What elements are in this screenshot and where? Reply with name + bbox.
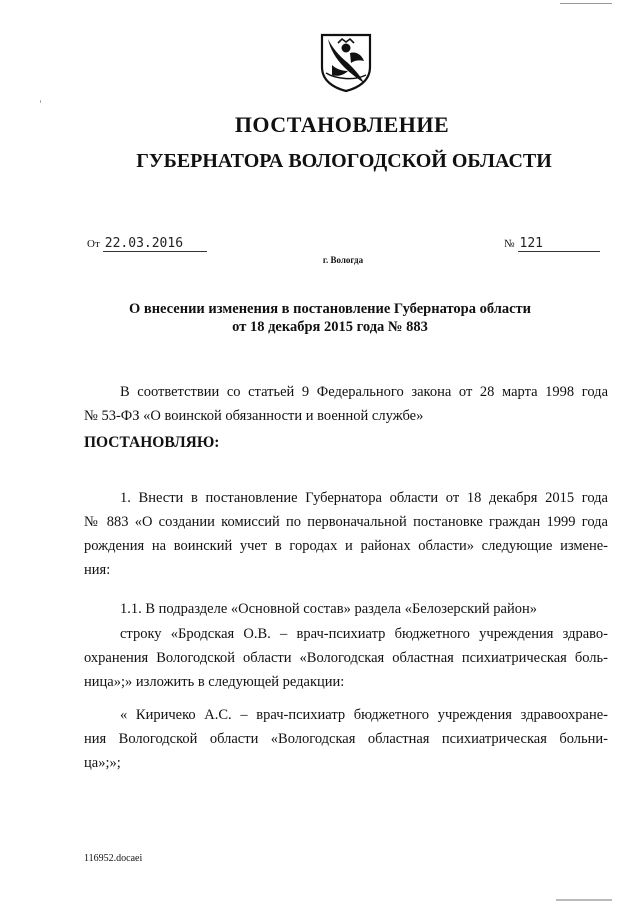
- paragraph-line: В соответствии со статьей 9 Федерального закона от 28 марта 1998 года: [120, 384, 608, 400]
- paragraph-new-line: [84, 703, 608, 775]
- number-prefix: №: [504, 238, 515, 250]
- document-issuer: ГУБЕРНАТОРА ВОЛОГОДСКОЙ ОБЛАСТИ: [136, 150, 552, 172]
- paragraph-line: « Киричеко А.С. – врач-психиатр бюджетного учреждения здравоохране-: [120, 707, 608, 723]
- date-field: [87, 236, 207, 252]
- paragraph-line: рождения на воинский учет в городах и районах области» следующие измене-: [84, 538, 608, 554]
- paragraph-line: № 53-ФЗ «О воинской обязанности и военной службе»: [84, 408, 424, 424]
- date-value: 22.03.2016: [103, 236, 207, 252]
- paragraph-line: охранения Вологодской области «Вологодская областная психиатрическая боль-: [84, 650, 608, 666]
- paragraph-line: 1.1. В подразделе «Основной состав» раздела «Белозерский район»: [120, 601, 537, 617]
- paragraph-line: ния Вологодской области «Вологодская областная психиатрическая больни-: [84, 731, 608, 747]
- city-label: г. Вологда: [322, 255, 364, 265]
- paragraph-item-1-1: [84, 597, 608, 621]
- paragraph-line: № 883 «О создании комиссий по первоначальной постановке граждан 1999 года: [84, 514, 608, 530]
- document-code: 116952.docaei: [84, 853, 143, 864]
- paragraph-item-1: [84, 486, 608, 582]
- scan-artifact-bottom: [556, 899, 612, 901]
- paragraph-line: 1. Внести в постановление Губернатора области от 18 декабря 2015 года: [120, 490, 608, 506]
- subject-line-2: от 18 декабря 2015 года № 883: [232, 319, 428, 335]
- date-prefix: От: [87, 238, 100, 250]
- subject-line-1: О внесении изменения в постановление Губернатора области: [128, 301, 532, 317]
- paragraph-line: ница»;» изложить в следующей редакции:: [84, 674, 345, 690]
- resolve-heading: ПОСТАНОВЛЯЮ:: [84, 434, 220, 451]
- paragraph-basis: [84, 380, 608, 428]
- paragraph-line: ния:: [84, 562, 111, 578]
- document-title: ПОСТАНОВЛЕНИЕ: [234, 112, 450, 137]
- number-field: [504, 236, 600, 252]
- scan-artifact-top: [560, 3, 612, 4]
- vologda-coat-of-arms-icon: [320, 33, 372, 93]
- paragraph-line: строку «Бродская О.В. – врач-психиатр бюджетного учреждения здраво-: [120, 626, 608, 642]
- number-value: 121: [518, 236, 600, 252]
- scan-artifact-dot: [40, 100, 41, 103]
- paragraph-line: ца»;»;: [84, 755, 121, 771]
- paragraph-old-line: [84, 622, 608, 694]
